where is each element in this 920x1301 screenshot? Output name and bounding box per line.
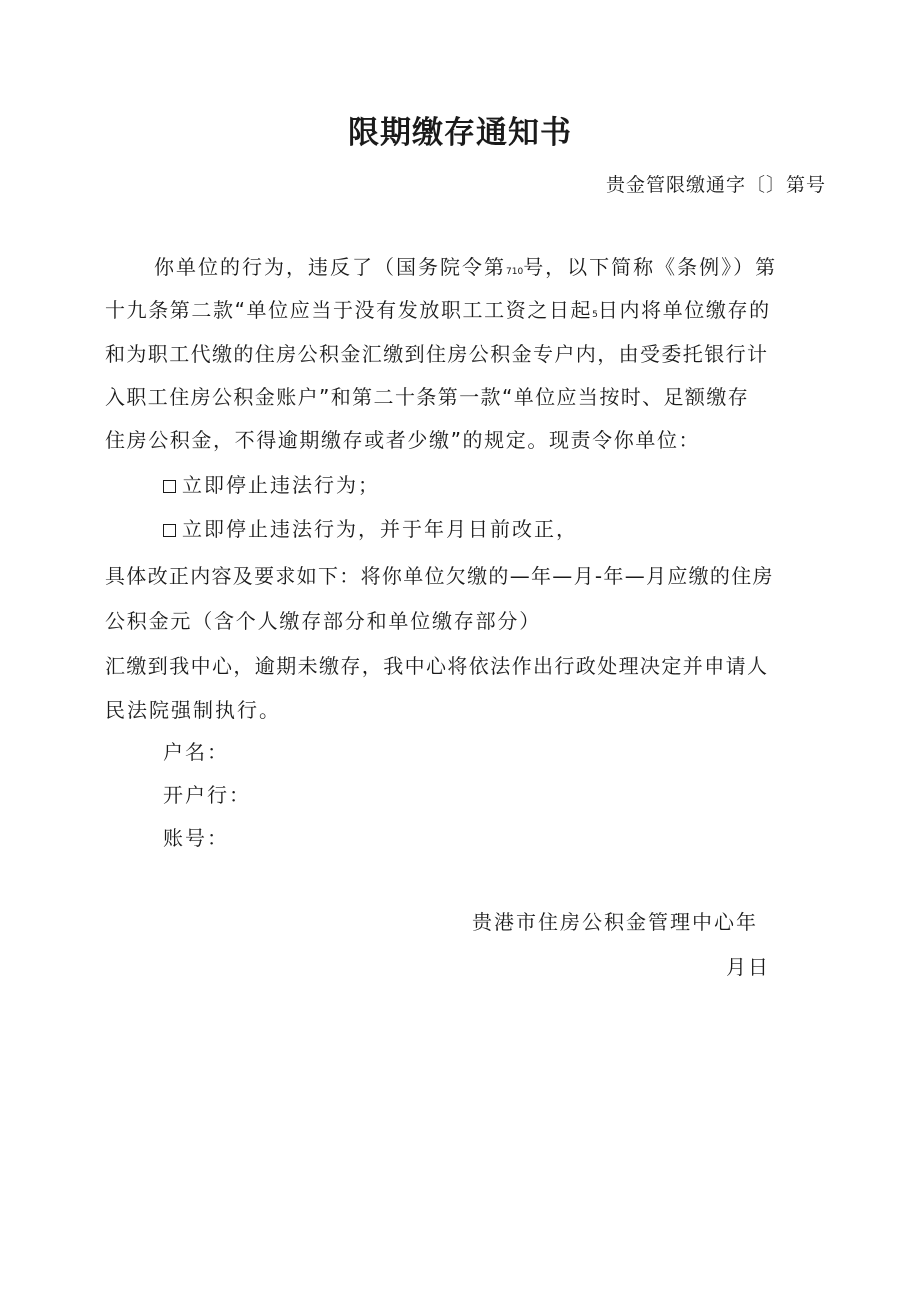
option-label: 立即停止违法行为，并于年月日前改正， — [182, 517, 578, 541]
signature-date: 月日 — [726, 955, 770, 979]
requirements-line-4: 民法院强制执行。 — [105, 698, 281, 722]
days-number: 5 — [592, 310, 598, 320]
decree-number: 710 — [506, 267, 524, 277]
checkbox-icon — [163, 524, 176, 537]
paragraph-line-4: 入职工住房公积金账户”和第二十条第一款“单位应当按时、足额缴存 — [105, 385, 750, 409]
paragraph-line-5: 住房公积金，不得逾期缴存或者少缴”的规定。现责令你单位： — [105, 428, 701, 452]
account-number-label: 账号： — [163, 826, 229, 850]
checkbox-icon — [163, 480, 176, 493]
page-title: 限期缴存通知书 — [348, 115, 572, 151]
requirements-line-1: 具体改正内容及要求如下：将你单位欠缴的—年—月-年—月应缴的住房 — [105, 564, 774, 588]
paragraph-line-3: 和为职工代缴的住房公积金汇缴到住房公积金专户内，由受委托银行计 — [105, 342, 769, 366]
document-number: 贵金管限缴通字〔〕第号 — [605, 174, 826, 196]
account-bank-label: 开户行： — [163, 783, 251, 807]
paragraph-line-2-text-a: 十九条第二款“单位应当于没有发放职工工资之日起 — [105, 298, 593, 322]
option-stop-and-correct — [163, 514, 578, 544]
option-stop-violation — [163, 470, 380, 500]
requirements-line-3: 汇缴到我中心，逾期未缴存，我中心将依法作出行政处理决定并申请人 — [105, 654, 769, 678]
paragraph-line-2-text-b: 日内将单位缴存的 — [597, 298, 771, 322]
paragraph-line-1-text-a: 你单位的行为，违反了（国务院令第 — [154, 255, 506, 279]
requirements-line-2: 公积金元（含个人缴存部分和单位缴存部分） — [105, 609, 541, 633]
signature-organization: 贵港市住房公积金管理中心年 — [472, 910, 758, 934]
option-label: 立即停止违法行为； — [182, 473, 380, 497]
paragraph-line-1 — [154, 252, 777, 287]
account-name-label: 户名： — [163, 740, 229, 764]
paragraph-line-2 — [105, 295, 771, 330]
paragraph-line-1-text-b: 号，以下简称《条例》）第 — [523, 255, 778, 279]
